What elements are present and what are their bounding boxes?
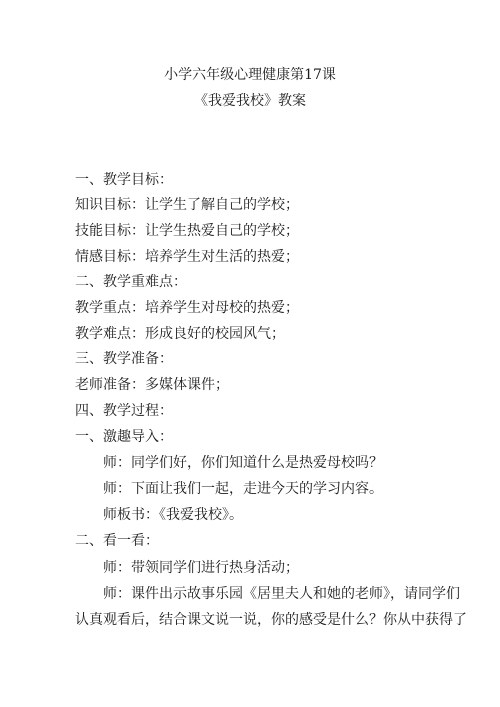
section-heading-key-points: 二、教学重难点： <box>75 274 187 290</box>
subsection-heading-look: 二、看一看： <box>75 533 159 549</box>
subsection-heading-intro: 一、激趣导入： <box>75 429 173 445</box>
text-line: 师：同学们好，你们知道什么是热爱母校吗？ <box>103 455 383 471</box>
text-line: 知识目标：让学生了解自己的学校； <box>75 197 299 213</box>
text-line: 师：带领同学们进行热身活动； <box>103 560 299 576</box>
text-line: 教学重点：培养学生对母校的热爱； <box>75 300 299 316</box>
lesson-title: 小学六年级心理健康第17课 <box>164 67 336 83</box>
text-line: 认真观看后，结合课文说一说，你的感受是什么？你从中获得了 <box>75 612 467 628</box>
section-heading-process: 四、教学过程： <box>75 403 173 419</box>
text-line: 教学难点：形成良好的校园风气； <box>75 326 285 342</box>
lesson-subtitle: 《我爱我校》教案 <box>194 93 306 109</box>
text-line: 技能目标：让学生热爱自己的学校； <box>75 223 299 239</box>
text-line: 师：下面让我们一起，走进今天的学习内容。 <box>103 481 383 497</box>
text-line: 师板书：《我爱我校》。 <box>103 507 243 523</box>
section-heading-preparation: 三、教学准备： <box>75 351 173 367</box>
text-line: 师：课件出示故事乐园《居里夫人和她的老师》，请同学们 <box>103 586 460 602</box>
text-line: 老师准备：多媒体课件； <box>75 377 229 393</box>
text-line: 情感目标：培养学生对生活的热爱； <box>75 249 299 265</box>
section-heading-objectives: 一、教学目标： <box>75 172 173 188</box>
